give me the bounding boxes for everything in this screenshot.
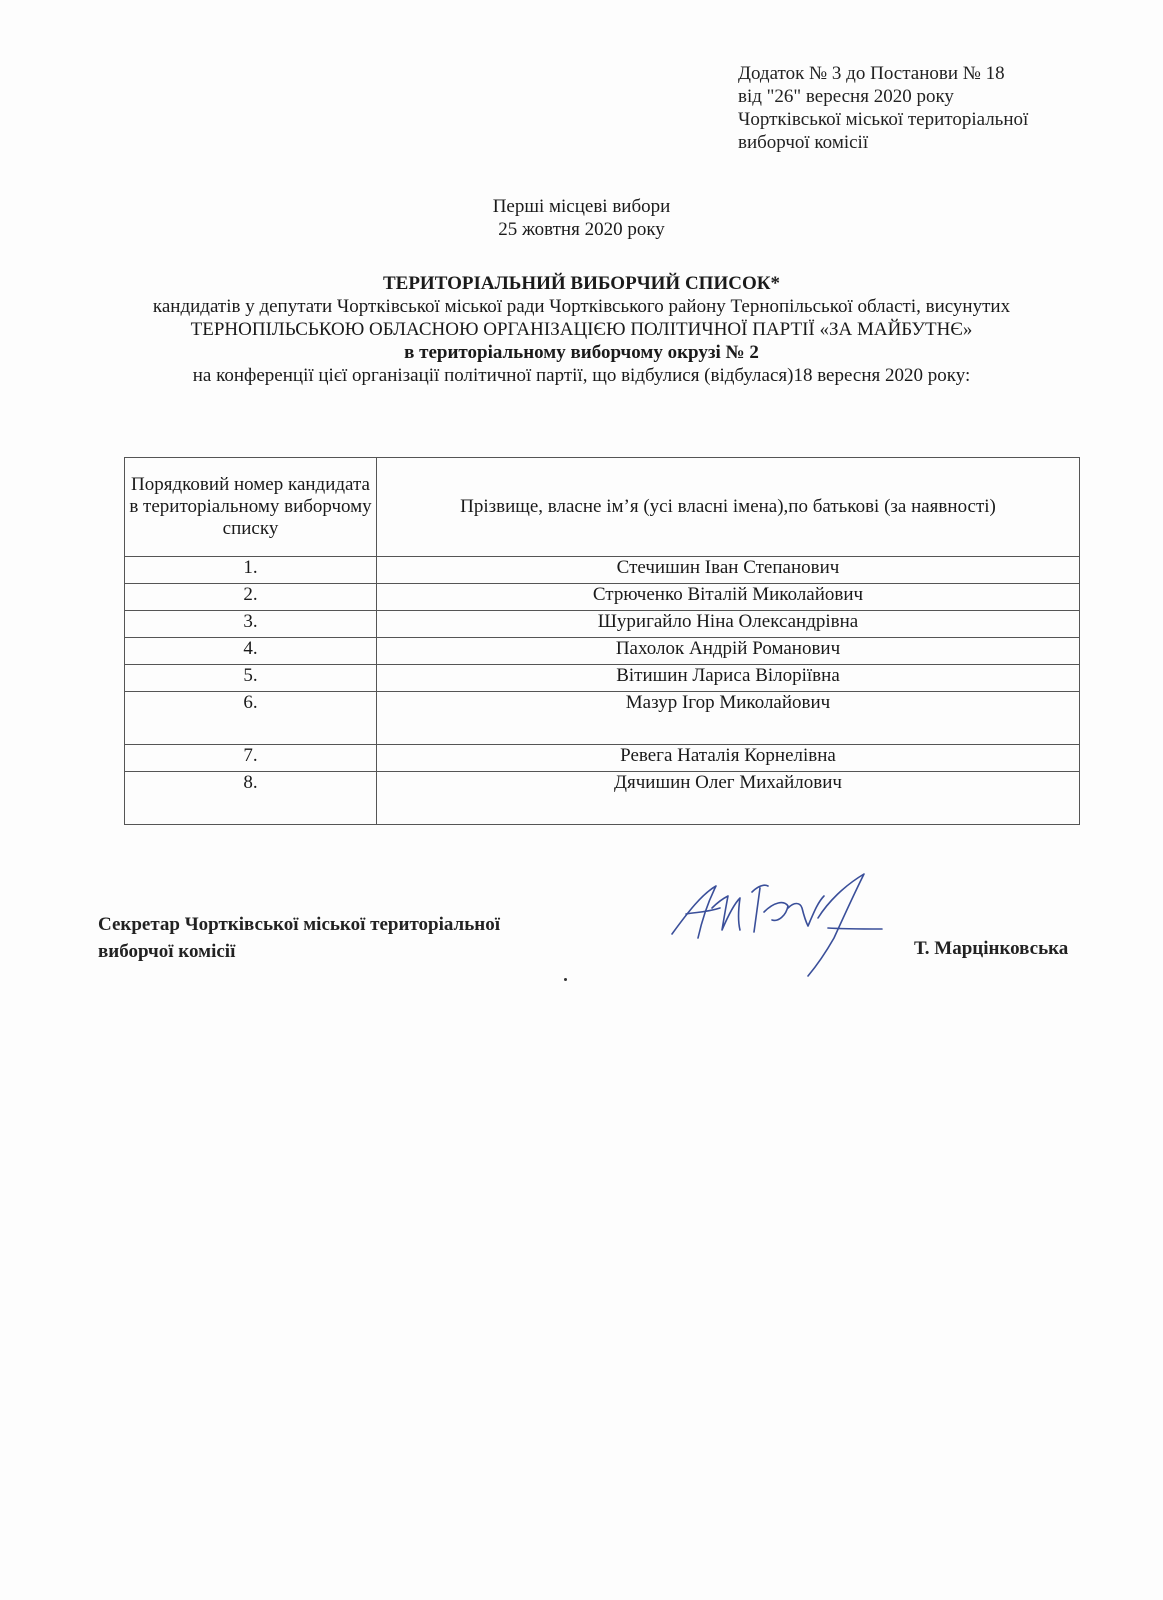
signature-strokes	[672, 874, 882, 976]
table-row	[125, 692, 1080, 745]
table-row	[125, 584, 1080, 611]
annex-line-4: виборчої комісії	[738, 132, 869, 153]
candidate-name: Пахолок Андрій Романович	[377, 638, 1080, 665]
signature-label-line-2: виборчої комісії	[98, 941, 236, 962]
signature-label-line-1: Секретар Чортківської міської територіальної	[98, 914, 500, 935]
conference-line: на конференції цієї організації політичної партії, що відбулися (відбулася)18 вересня 2020 року:	[192, 365, 971, 386]
election-name: Перші місцеві вибори	[492, 196, 671, 217]
column-header-name: Прізвище, власне ім’я (усі власні імена),по батькові (за наявності)	[377, 458, 1080, 557]
candidate-name: Вітишин Лариса Вілоріївна	[377, 665, 1080, 692]
candidate-number: 8.	[125, 772, 377, 825]
signer-name: Т. Марцінковська	[914, 938, 1069, 959]
candidate-number: 4.	[125, 638, 377, 665]
table-row	[125, 745, 1080, 772]
handwritten-signature	[668, 872, 908, 982]
candidate-table	[124, 457, 1080, 825]
candidate-name: Ревега Наталія Корнелівна	[377, 745, 1080, 772]
candidate-name: Стечишин Іван Степанович	[377, 557, 1080, 584]
column-header-number: Порядковий номер кандидата в територіальному виборчому списку	[125, 458, 377, 557]
candidate-name: Дячишин Олег Михайлович	[377, 772, 1080, 825]
candidate-number: 3.	[125, 611, 377, 638]
signature-label	[98, 911, 500, 965]
table-row	[125, 557, 1080, 584]
annex-line-3: Чортківської міської територіальної	[738, 109, 1029, 130]
document-heading	[0, 272, 1163, 387]
candidate-number: 1.	[125, 557, 377, 584]
election-date: 25 жовтня 2020 року	[498, 219, 665, 240]
candidate-name: Шуригайло Ніна Олександрівна	[377, 611, 1080, 638]
candidate-name: Мазур Ігор Миколайович	[377, 692, 1080, 745]
election-info	[0, 195, 1163, 241]
annex-line-2: від "26" вересня 2020 року	[738, 86, 954, 107]
annex-header	[738, 62, 1028, 154]
candidate-number: 7.	[125, 745, 377, 772]
candidate-name: Стрюченко Віталій Миколайович	[377, 584, 1080, 611]
table-row	[125, 611, 1080, 638]
scan-speck	[564, 978, 567, 981]
table-row	[125, 638, 1080, 665]
table-row	[125, 772, 1080, 825]
annex-line-1: Додаток № 3 до Постанови № 18	[738, 63, 1005, 84]
document-title: ТЕРИТОРІАЛЬНИЙ ВИБОРЧИЙ СПИСОК*	[382, 273, 781, 294]
table-row	[125, 665, 1080, 692]
table-header-row	[125, 458, 1080, 557]
candidate-number: 6.	[125, 692, 377, 745]
candidate-number: 5.	[125, 665, 377, 692]
district-line: в територіальному виборчому окрузі № 2	[404, 342, 759, 363]
document-subtitle: кандидатів у депутати Чортківської міської ради Чортківського району Тернопільської області, висунутих ТЕРНОПІЛЬСЬКОЮ ОБЛАСНОЮ ОРГАНІЗАЦІЄЮ ПОЛІТИЧНОЇ ПАРТІЇ «ЗА МАЙБУТНЄ»	[152, 296, 1011, 340]
candidate-number: 2.	[125, 584, 377, 611]
